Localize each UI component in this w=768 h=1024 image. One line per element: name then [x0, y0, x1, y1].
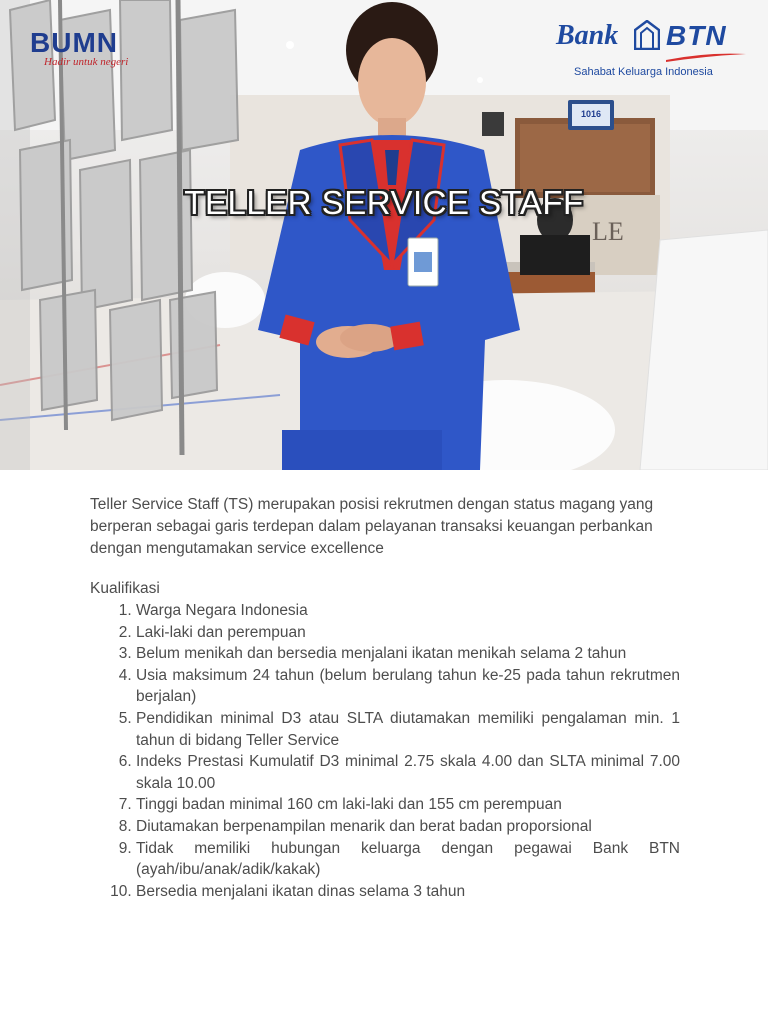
intro-paragraph: Teller Service Staff (TS) merupakan posisi rekrutmen dengan status magang yang berperan sebagai garis terdepan dalam pelayanan transaksi keuangan perbankan dengan mengutamakan service excellence [90, 496, 654, 557]
bank-btn-logo-name: BTN [666, 20, 727, 51]
bumn-logo [30, 28, 170, 78]
lobby-sign-text: LE [592, 217, 624, 246]
qualification-item: 10. Bersedia menjalani ikatan dinas selama 3 tahun [136, 881, 680, 903]
qualification-item: 7. Tinggi badan minimal 160 cm laki-laki dan 155 cm perempuan [136, 794, 680, 816]
qualification-item: 4. Usia maksimum 24 tahun (belum berulang tahun ke-25 pada tahun rekrutmen berjalan) [136, 665, 680, 708]
hero-banner [0, 0, 768, 470]
qualifications-list [90, 600, 680, 902]
btn-swoosh-mark [666, 52, 746, 62]
qualification-item: 2. Laki-laki dan perempuan [136, 622, 680, 644]
qualifications-title: Kualifikasi [90, 580, 160, 597]
qualification-item: 8. Diutamakan berpenampilan menarik dan berat badan proporsional [136, 816, 680, 838]
bumn-logo-tagline: Hadir untuk negeri [44, 56, 129, 68]
qualification-item: 1. Warga Negara Indonesia [136, 600, 680, 622]
counter-number: 1016 [580, 109, 602, 119]
qualification-item: 3. Belum menikah dan bersedia menjalani ikatan menikah selama 2 tahun [136, 643, 680, 665]
qualification-item: 6. Indeks Prestasi Kumulatif D3 minimal 2.75 skala 4.00 dan SLTA minimal 7.00 skala 10.00 [136, 751, 680, 794]
house-icon [634, 20, 660, 50]
bank-btn-logo [552, 14, 752, 84]
qualification-item: 5. Pendidikan minimal D3 atau SLTA diutamakan memiliki pengalaman min. 1 tahun di bidang Teller Service [136, 708, 680, 751]
job-description [90, 494, 680, 902]
hero-title: TELLER SERVICE STAFF [184, 184, 584, 221]
bumn-logo-word: BUMN [30, 27, 118, 58]
bank-btn-logo-tagline: Sahabat Keluarga Indonesia [574, 66, 713, 78]
qualification-item: 9. Tidak memiliki hubungan keluarga dengan pegawai Bank BTN (ayah/ibu/anak/adik/kakak) [136, 838, 680, 881]
bank-btn-logo-bank: Bank [556, 20, 619, 51]
